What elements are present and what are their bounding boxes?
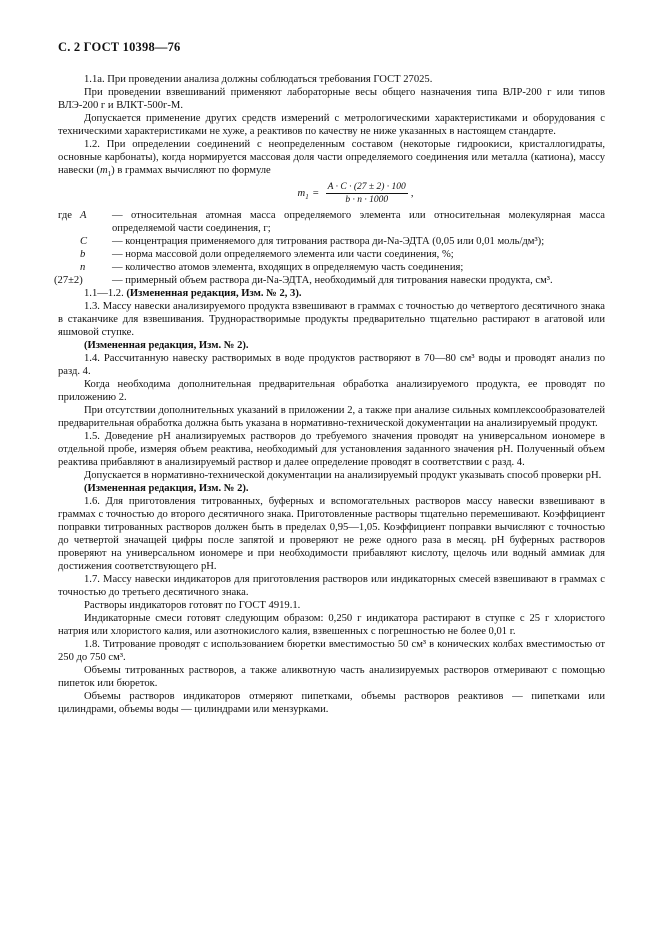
where-lead bbox=[54, 274, 112, 287]
paragraph-1-1a: 1.1а. При проведении анализа должны соблюдаться требования ГОСТ 27025. bbox=[84, 74, 433, 85]
formula bbox=[106, 182, 605, 205]
formula-lhs-sub: 1 bbox=[305, 193, 309, 202]
where-item bbox=[58, 209, 605, 235]
amendment-1-bold: (Измененная редакция, Изм. № 2, 3). bbox=[126, 288, 302, 299]
where-lead bbox=[58, 235, 112, 248]
paragraph-1-6: 1.6. Для приготовления титрованных, буферных и вспомогательных растворов массу навески взвешивают в граммах с точностью до второго десятичного знака. Приготовленные растворы тщательно перемешивают. Коэффициент поправки титрованных растворов должен быть в пределах 0,95—1,05. Коэффициент поправки вычисляют с точностью до четвертой значащей цифры после запятой и проверяют не реже одного раза в месяц. pH буферных растворов проверяют на универсальном иономере и при необходимости прибавляют кислоту, щелочь или водный аммиак для достижения соответствующего pH. bbox=[58, 496, 605, 572]
paragraph-1-7: 1.7. Массу навески индикаторов для приготовления растворов или индикаторных смесей взвешивают в граммах с точностью до третьего десятичного знака. bbox=[58, 574, 605, 598]
symbol-m1-sub: 1 bbox=[107, 170, 112, 179]
where-lead bbox=[58, 261, 112, 274]
where-definition: — концентрация применяемого для титрования раствора ди-Na-ЭДТА (0,05 или 0,01 моль/дм³); bbox=[112, 236, 545, 247]
where-item bbox=[54, 274, 605, 287]
paragraph-1-7b: Растворы индикаторов готовят по ГОСТ 4919.1. bbox=[84, 600, 301, 611]
where-definition: — относительная атомная масса определяемого элемента или относительная молекулярная масса определяемой части соединения, г; bbox=[112, 210, 605, 234]
where-definition: — норма массовой доли определяемого элемента или части соединения, %; bbox=[112, 249, 454, 260]
where-definition: — примерный объем раствора ди-Na-ЭДТА, необходимый для титрования навески продукта, см³. bbox=[112, 275, 553, 286]
where-symbol: C bbox=[80, 236, 88, 247]
where-symbol: n bbox=[80, 262, 86, 273]
where-lead bbox=[58, 248, 112, 261]
where-symbol: (27±2) bbox=[54, 275, 83, 286]
formula-lhs-var: m bbox=[297, 188, 306, 199]
paragraph-1-8b: Объемы титрованных растворов, а также аликвотную часть анализируемых растворов отмеривают с помощью пипеток или бюреток. bbox=[58, 665, 605, 689]
amendment-1 bbox=[58, 287, 605, 300]
paragraph-1-8: 1.8. Титрование проводят с использованием бюретки вместимостью 50 см³ в конических колбах вместимостью от 250 до 750 см³. bbox=[58, 639, 605, 663]
paragraph-1-5: 1.5. Доведение pH анализируемых растворов до требуемого значения проводят на универсальном иономере в отдельной пробе, измеряя объем реактива, необходимый для установления заданного значения pH. Полученный объем реактива прибавляют в анализируемый раствор и далее определение проводят в соответствии с разд. 4. bbox=[58, 431, 605, 468]
paragraph-1-8c: Объемы растворов индикаторов отмеряют пипетками, объемы растворов реактивов — пипетками или цилиндрами, объемы воды — цилиндрами или мензурками. bbox=[58, 691, 605, 715]
paragraph-1-2-text-a: 1.2. При определении соединений с неопределенным составом (некоторые гидроокиси, кристаллогидраты, основные карбонаты), когда нормируется массовая доля части определяемого соединения или металла (катиона), массу навески ( bbox=[58, 139, 605, 176]
where-item bbox=[58, 248, 605, 261]
where-symbol: A bbox=[80, 210, 87, 221]
formula-comma: , bbox=[410, 188, 414, 199]
paragraph-scales: При проведении взвешиваний применяют лабораторные весы общего назначения типа ВЛР-200 г или типов ВЛЭ-200 г и ВЛКТ-500г-М. bbox=[58, 87, 605, 111]
amendment-3: (Измененная редакция, Изм. № 2). bbox=[84, 483, 249, 494]
paragraph-1-3: 1.3. Массу навески анализируемого продукта взвешивают в граммах с точностью до четвертого десятичного знака в стаканчике для взвешивания. Труднорастворимые продукты предварительно тщательно растирают в агатовой или яшмовой ступке. bbox=[58, 301, 605, 338]
where-definition: — количество атомов элемента, входящих в определяемую часть соединения; bbox=[112, 262, 464, 273]
paragraph-1-7c: Индикаторные смеси готовят следующим образом: 0,250 г индикатора растирают в ступке с 25 г хлористого натрия или хлористого калия, или азотнокислого калия, взвешенных с погрешностью не более 0,01 г. bbox=[58, 613, 605, 637]
formula-denominator: b · n · 1000 bbox=[345, 195, 389, 205]
amendment-2: (Измененная редакция, Изм. № 2). bbox=[84, 340, 249, 351]
where-symbol: b bbox=[80, 249, 86, 260]
paragraph-1-4c: При отсутствии дополнительных указаний в приложении 2, а также при анализе сильных комплексообразователей предварительная обработка должна быть указана в нормативно-технической документации на анализируемый продукт. bbox=[58, 405, 605, 429]
paragraph-1-5b: Допускается в нормативно-технической документации на анализируемый продукт указывать способ проверки pH. bbox=[84, 470, 602, 481]
where-item bbox=[58, 235, 605, 248]
where-item bbox=[58, 261, 605, 274]
paragraph-instruments: Допускается применение других средств измерений с метрологическими характеристиками и оборудования с техническими характеристиками не хуже, а реактивов по качеству не ниже указанных в настоящем стандарте. bbox=[58, 113, 605, 137]
paragraph-1-4b: Когда необходима дополнительная предварительная обработка анализируемого продукта, ее проводят по приложению 2. bbox=[58, 379, 605, 403]
symbol-m1: m bbox=[99, 165, 108, 176]
formula-fraction bbox=[326, 182, 408, 205]
where-lead bbox=[58, 209, 112, 235]
where-list bbox=[54, 209, 605, 287]
where-word: где bbox=[58, 210, 72, 221]
formula-equals: = bbox=[312, 188, 319, 199]
paragraph-1-2-text-b: ) в граммах вычисляют по формуле bbox=[111, 165, 271, 176]
formula-numerator: A · C · (27 ± 2) · 100 bbox=[327, 182, 406, 192]
paragraph-1-2 bbox=[58, 138, 605, 177]
formula-lhs bbox=[297, 188, 309, 202]
paragraph-1-4: 1.4. Рассчитанную навеску растворимых в воде продуктов растворяют в 70—80 см³ воды и проводят анализ по разд. 4. bbox=[58, 353, 605, 377]
page-header: С. 2 ГОСТ 10398—76 bbox=[58, 40, 181, 54]
amendment-1-prefix: 1.1—1.2. bbox=[84, 288, 127, 299]
